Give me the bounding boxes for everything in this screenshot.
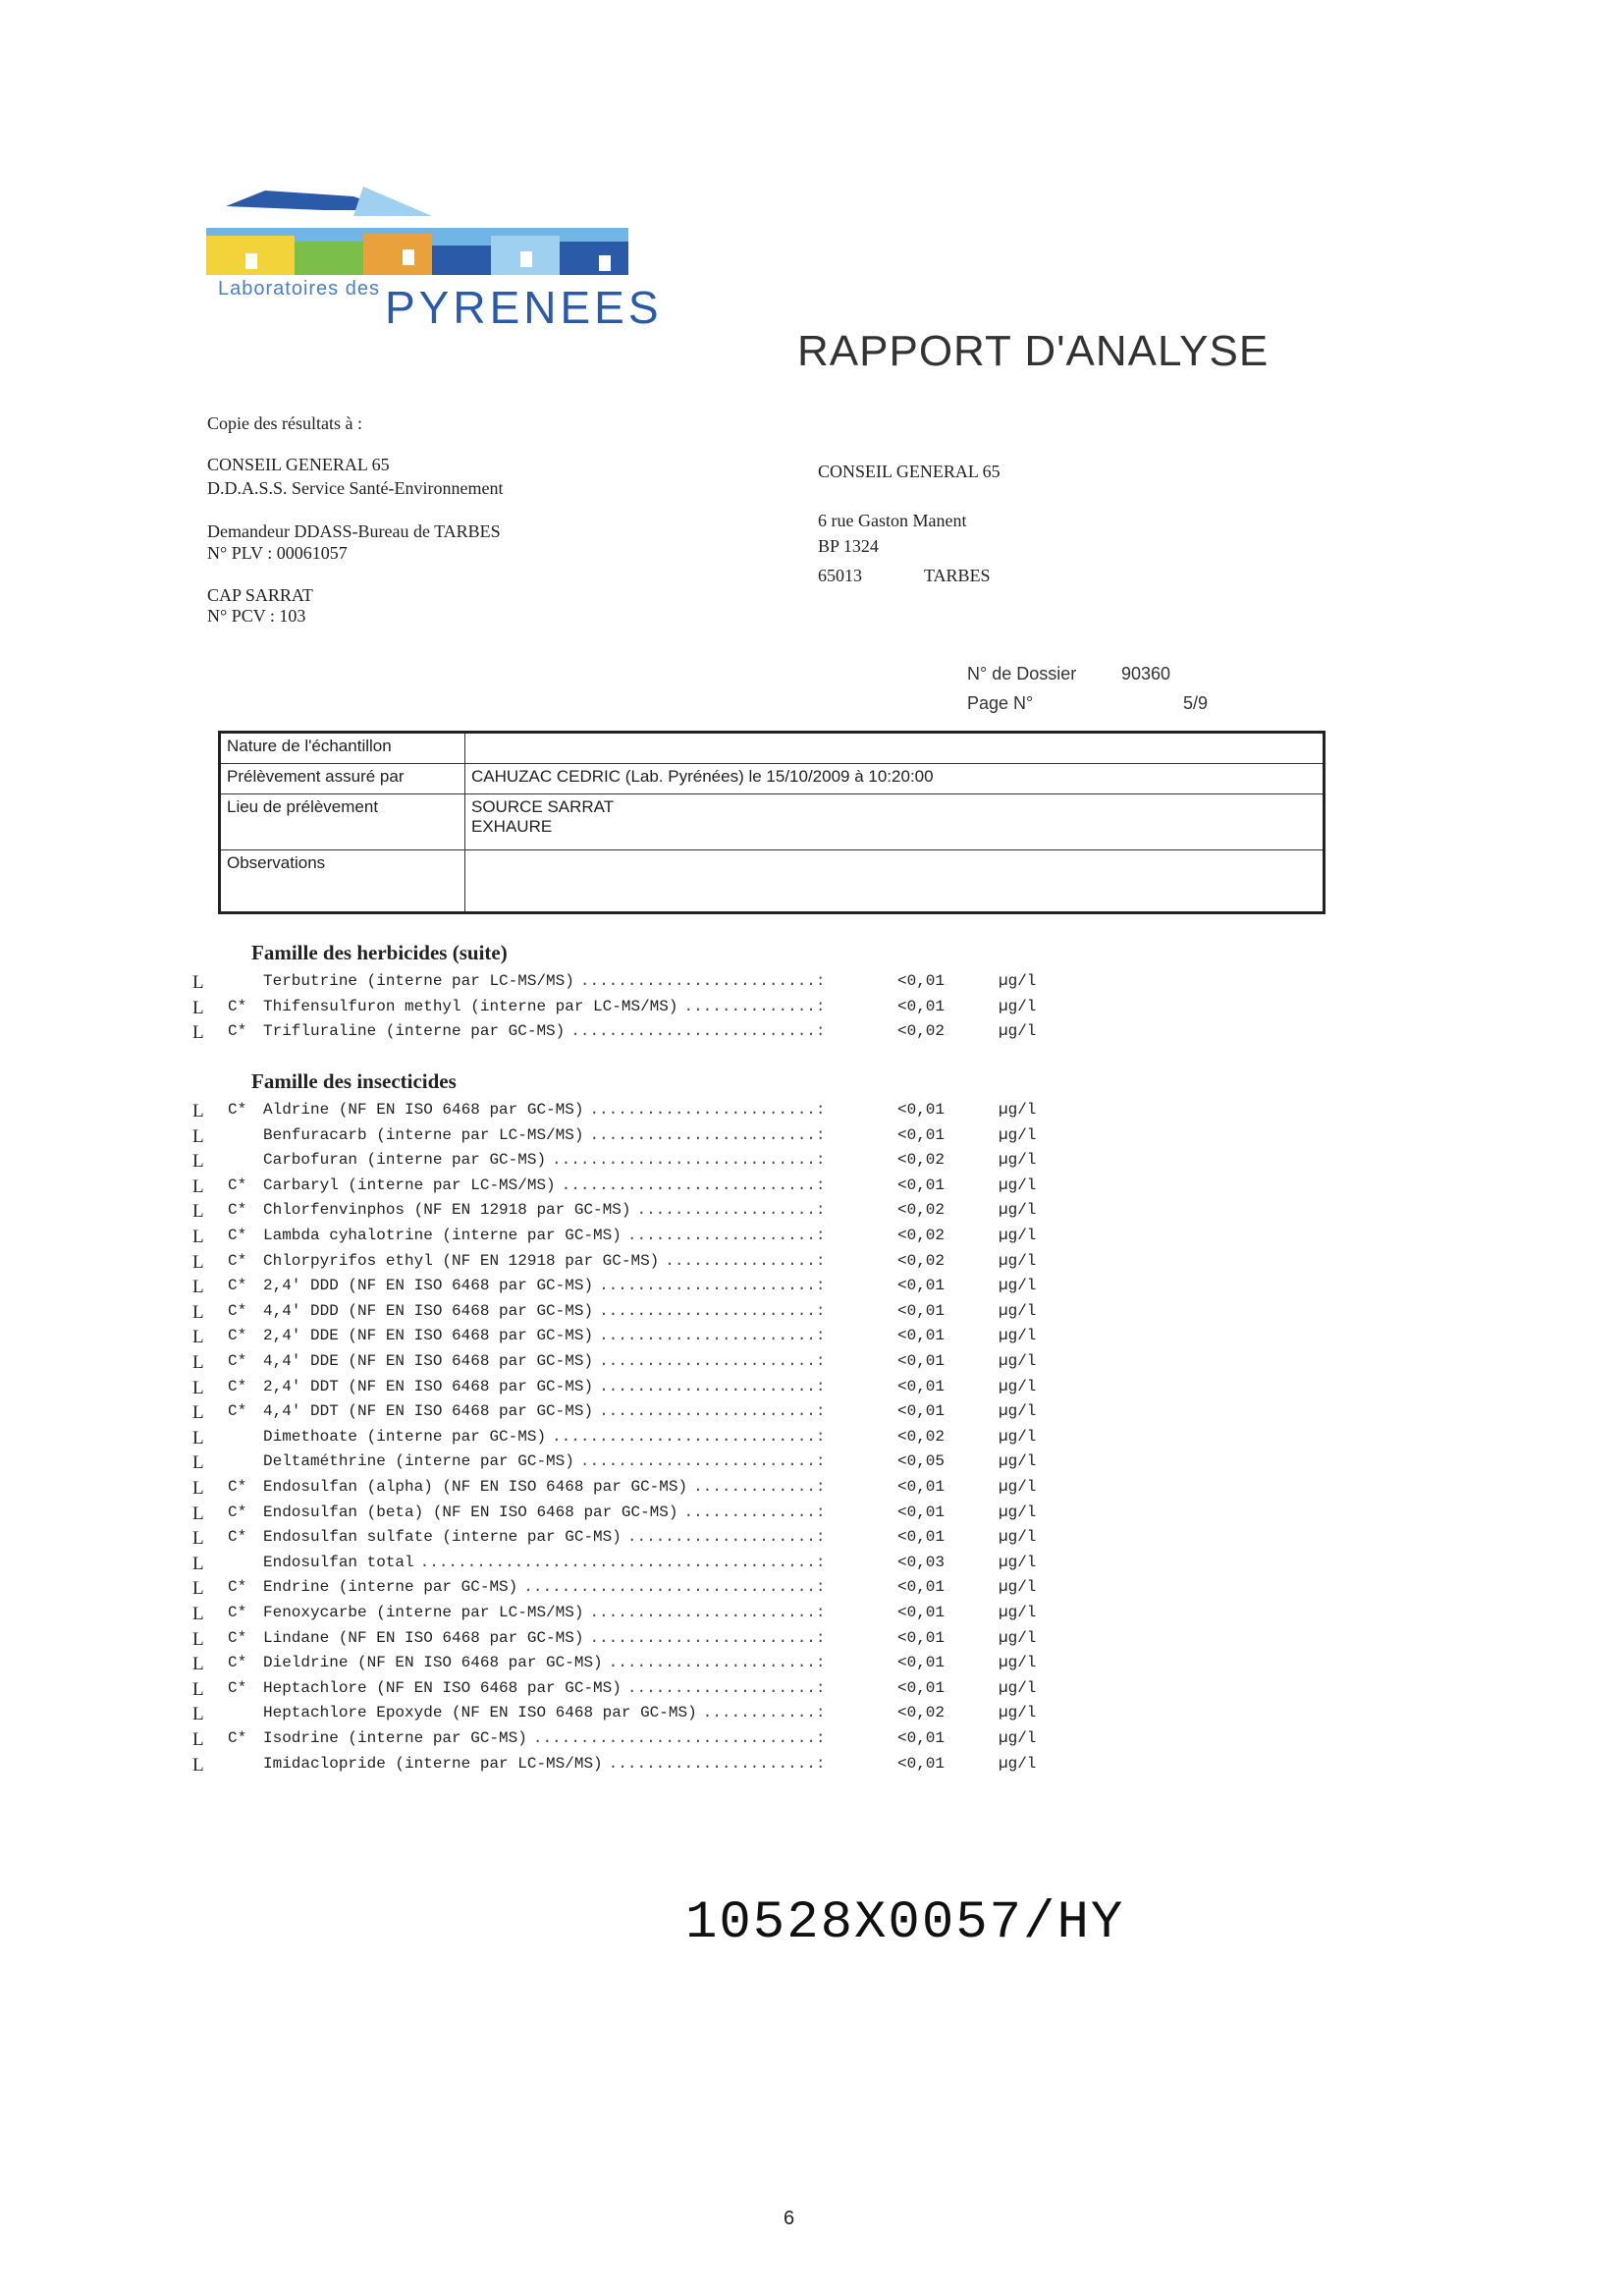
result-unit: µg/l xyxy=(999,1277,1037,1294)
result-unit: µg/l xyxy=(999,1151,1037,1169)
cofrac-mark: C* xyxy=(228,1302,247,1320)
result-unit: µg/l xyxy=(999,1378,1037,1395)
logo-small-text: Laboratoires des xyxy=(218,278,380,300)
table-row xyxy=(220,764,1325,794)
result-row xyxy=(0,1201,1623,1227)
cofrac-mark: C* xyxy=(228,1578,247,1596)
sampling-location-value xyxy=(465,794,1325,850)
parameter-name: Endosulfan total xyxy=(263,1554,414,1571)
cofrac-mark: C* xyxy=(228,1402,247,1420)
recipient-zip: 65013 xyxy=(818,566,862,585)
parameter-name: Lindane (NF EN ISO 6468 par GC-MS) xyxy=(263,1629,584,1647)
accreditation-mark: L xyxy=(192,1578,204,1599)
result-value: <0,05 xyxy=(897,1452,946,1470)
result-unit: µg/l xyxy=(999,1729,1037,1747)
observations-value xyxy=(465,850,1325,913)
section-title: Famille des herbicides (suite) xyxy=(251,941,508,964)
result-unit: µg/l xyxy=(999,972,1037,990)
cofrac-mark: C* xyxy=(228,1629,247,1647)
result-row xyxy=(0,1126,1623,1152)
parameter-name: Chlorpyrifos ethyl (NF EN 12918 par GC-MS) xyxy=(263,1252,660,1270)
leader-dots: ........................: xyxy=(589,1101,826,1119)
accreditation-mark: L xyxy=(192,1452,204,1473)
logo-wing-shape xyxy=(353,187,432,216)
parameter-name: Carbaryl (interne par LC-MS/MS) xyxy=(263,1176,556,1194)
accreditation-mark: L xyxy=(192,1654,204,1674)
result-row xyxy=(0,1022,1623,1048)
accreditation-mark: L xyxy=(192,972,204,993)
sample-nature-label: Nature de l'échantillon xyxy=(220,733,465,764)
result-unit: µg/l xyxy=(999,1528,1037,1546)
parameter-name: Isodrine (interne par GC-MS) xyxy=(263,1729,527,1747)
recipient-street: 6 rue Gaston Manent xyxy=(818,511,967,530)
leader-dots: ................: xyxy=(665,1252,826,1270)
recipient-po-box: BP 1324 xyxy=(818,536,879,556)
copies-recipient-1: CONSEIL GENERAL 65 xyxy=(207,455,390,474)
result-value: <0,03 xyxy=(897,1554,946,1571)
cofrac-mark: C* xyxy=(228,1227,247,1244)
result-unit: µg/l xyxy=(999,1679,1037,1697)
accreditation-mark: L xyxy=(192,1126,204,1147)
leader-dots: .........................: xyxy=(579,1452,826,1470)
result-value: <0,01 xyxy=(897,1729,946,1747)
accreditation-mark: L xyxy=(192,1554,204,1574)
result-value: <0,01 xyxy=(897,998,946,1015)
result-unit: µg/l xyxy=(999,1629,1037,1647)
cofrac-mark: C* xyxy=(228,998,247,1015)
cofrac-mark: C* xyxy=(228,1503,247,1521)
parameter-name: Endosulfan (alpha) (NF EN ISO 6468 par GC-MS) xyxy=(263,1478,688,1496)
result-row xyxy=(0,1378,1623,1403)
result-row xyxy=(0,1679,1623,1705)
result-unit: µg/l xyxy=(999,1176,1037,1194)
result-row xyxy=(0,1327,1623,1352)
result-value: <0,01 xyxy=(897,1126,946,1144)
result-unit: µg/l xyxy=(999,1252,1037,1270)
result-unit: µg/l xyxy=(999,1503,1037,1521)
result-unit: µg/l xyxy=(999,1126,1037,1144)
parameter-name: Heptachlore Epoxyde (NF EN ISO 6468 par GC-MS) xyxy=(263,1704,697,1722)
sample-nature-value xyxy=(465,733,1325,764)
result-value: <0,01 xyxy=(897,1503,946,1521)
accreditation-mark: L xyxy=(192,1704,204,1724)
result-value: <0,01 xyxy=(897,1352,946,1370)
result-value: <0,02 xyxy=(897,1022,946,1040)
parameter-name: Trifluraline (interne par GC-MS) xyxy=(263,1022,566,1040)
cofrac-mark: C* xyxy=(228,1176,247,1194)
accreditation-mark: L xyxy=(192,1327,204,1347)
accreditation-mark: L xyxy=(192,1528,204,1549)
result-value: <0,01 xyxy=(897,972,946,990)
result-row xyxy=(0,1554,1623,1579)
leader-dots: .......................: xyxy=(599,1302,826,1320)
accreditation-mark: L xyxy=(192,1378,204,1398)
accreditation-mark: L xyxy=(192,1428,204,1449)
accreditation-mark: L xyxy=(192,1302,204,1323)
result-unit: µg/l xyxy=(999,1755,1037,1773)
accreditation-mark: L xyxy=(192,1604,204,1624)
result-unit: µg/l xyxy=(999,1654,1037,1671)
result-unit: µg/l xyxy=(999,1478,1037,1496)
recipient-name: CONSEIL GENERAL 65 xyxy=(818,462,1001,481)
result-value: <0,01 xyxy=(897,1654,946,1671)
result-unit: µg/l xyxy=(999,1101,1037,1119)
result-unit: µg/l xyxy=(999,1452,1037,1470)
result-unit: µg/l xyxy=(999,1352,1037,1370)
result-unit: µg/l xyxy=(999,1402,1037,1420)
result-row xyxy=(0,1302,1623,1328)
accreditation-mark: L xyxy=(192,1151,204,1172)
result-value: <0,01 xyxy=(897,1176,946,1194)
result-value: <0,01 xyxy=(897,1604,946,1621)
sampling-location-line1: SOURCE SARRAT xyxy=(471,797,615,816)
leader-dots: .............: xyxy=(693,1478,826,1496)
result-unit: µg/l xyxy=(999,1428,1037,1446)
leader-dots: .......................: xyxy=(599,1402,826,1420)
result-row xyxy=(0,1277,1623,1302)
result-unit: µg/l xyxy=(999,1327,1037,1344)
result-value: <0,02 xyxy=(897,1252,946,1270)
leader-dots: ..............: xyxy=(683,1503,826,1521)
leader-dots: ............................: xyxy=(552,1428,826,1446)
accreditation-mark: L xyxy=(192,1227,204,1247)
page-value: 5/9 xyxy=(1183,693,1209,713)
cofrac-mark: C* xyxy=(228,1201,247,1219)
parameter-name: Imidaclopride (interne par LC-MS/MS) xyxy=(263,1755,603,1773)
leader-dots: .......................: xyxy=(599,1378,826,1395)
leader-dots: ..............: xyxy=(683,998,826,1015)
leader-dots: .......................: xyxy=(599,1327,826,1344)
leader-dots: ........................: xyxy=(589,1126,826,1144)
result-unit: µg/l xyxy=(999,1302,1037,1320)
result-row xyxy=(0,1704,1623,1729)
page-number: 6 xyxy=(784,2208,795,2229)
site-name: CAP SARRAT xyxy=(207,585,313,605)
parameter-name: Endosulfan sulfate (interne par GC-MS) xyxy=(263,1528,622,1546)
recipient-city: TARBES xyxy=(924,566,991,585)
leader-dots: ........................: xyxy=(589,1629,826,1647)
parameter-name: 2,4' DDE (NF EN ISO 6468 par GC-MS) xyxy=(263,1327,594,1344)
leader-dots: .......................: xyxy=(599,1277,826,1294)
result-value: <0,01 xyxy=(897,1528,946,1546)
result-value: <0,01 xyxy=(897,1578,946,1596)
parameter-name: Carbofuran (interne par GC-MS) xyxy=(263,1151,547,1169)
table-row xyxy=(220,850,1325,913)
accreditation-mark: L xyxy=(192,1252,204,1273)
result-row xyxy=(0,1227,1623,1252)
parameter-name: 4,4' DDD (NF EN ISO 6468 par GC-MS) xyxy=(263,1302,594,1320)
parameter-name: Deltaméthrine (interne par GC-MS) xyxy=(263,1452,574,1470)
accreditation-mark: L xyxy=(192,1277,204,1297)
result-value: <0,01 xyxy=(897,1679,946,1697)
leader-dots: ....................: xyxy=(626,1528,826,1546)
leader-dots: ....................: xyxy=(626,1227,826,1244)
result-unit: µg/l xyxy=(999,1704,1037,1722)
sampler-label: Prélèvement assuré par xyxy=(220,764,465,794)
result-row xyxy=(0,1604,1623,1629)
result-value: <0,02 xyxy=(897,1227,946,1244)
accreditation-mark: L xyxy=(192,1022,204,1043)
cofrac-mark: C* xyxy=(228,1729,247,1747)
result-row xyxy=(0,1755,1623,1780)
result-row xyxy=(0,1528,1623,1554)
leader-dots: .........................: xyxy=(579,972,826,990)
pcv-number: N° PCV : 103 xyxy=(207,606,306,626)
leader-dots: ......................: xyxy=(608,1755,826,1773)
leader-dots: ......................: xyxy=(608,1654,826,1671)
result-row xyxy=(0,1151,1623,1176)
leader-dots: ........................: xyxy=(589,1604,826,1621)
cofrac-mark: C* xyxy=(228,1478,247,1496)
parameter-name: Endrine (interne par GC-MS) xyxy=(263,1578,518,1596)
result-unit: µg/l xyxy=(999,998,1037,1015)
parameter-name: Endosulfan (beta) (NF EN ISO 6468 par GC-MS) xyxy=(263,1503,678,1521)
demandeur: Demandeur DDASS-Bureau de TARBES xyxy=(207,521,501,541)
result-value: <0,01 xyxy=(897,1402,946,1420)
parameter-name: Dimethoate (interne par GC-MS) xyxy=(263,1428,547,1446)
cofrac-mark: C* xyxy=(228,1654,247,1671)
parameter-name: Aldrine (NF EN ISO 6468 par GC-MS) xyxy=(263,1101,584,1119)
leader-dots: ..............................: xyxy=(532,1729,826,1747)
cofrac-mark: C* xyxy=(228,1378,247,1395)
parameter-name: Dieldrine (NF EN ISO 6468 par GC-MS) xyxy=(263,1654,603,1671)
parameter-name: Thifensulfuron methyl (interne par LC-MS/MS) xyxy=(263,998,678,1015)
copies-recipient-2: D.D.A.S.S. Service Santé-Environnement xyxy=(207,478,504,498)
sampling-location-line2: EXHAURE xyxy=(471,817,553,836)
accreditation-mark: L xyxy=(192,998,204,1018)
result-row xyxy=(0,998,1623,1023)
accreditation-mark: L xyxy=(192,1729,204,1750)
result-row xyxy=(0,1176,1623,1202)
result-unit: µg/l xyxy=(999,1227,1037,1244)
table-row xyxy=(220,794,1325,850)
cofrac-mark: C* xyxy=(228,1022,247,1040)
parameter-name: Fenoxycarbe (interne par LC-MS/MS) xyxy=(263,1604,584,1621)
result-row xyxy=(0,972,1623,998)
parameter-name: 4,4' DDE (NF EN ISO 6468 par GC-MS) xyxy=(263,1352,594,1370)
cofrac-mark: C* xyxy=(228,1252,247,1270)
result-row xyxy=(0,1101,1623,1126)
result-value: <0,01 xyxy=(897,1302,946,1320)
result-row xyxy=(0,1503,1623,1529)
result-row xyxy=(0,1478,1623,1503)
dossier-number: 90360 xyxy=(1121,664,1171,683)
accreditation-mark: L xyxy=(192,1679,204,1700)
leader-dots: ...........................: xyxy=(561,1176,826,1194)
parameter-name: Heptachlore (NF EN ISO 6468 par GC-MS) xyxy=(263,1679,622,1697)
leader-dots: ............: xyxy=(702,1704,826,1722)
document-code: 10528X0057/HY xyxy=(685,1893,1125,1953)
result-unit: µg/l xyxy=(999,1578,1037,1596)
accreditation-mark: L xyxy=(192,1352,204,1373)
result-value: <0,02 xyxy=(897,1151,946,1169)
result-value: <0,01 xyxy=(897,1101,946,1119)
sampling-location-label: Lieu de prélèvement xyxy=(220,794,465,850)
parameter-name: Lambda cyhalotrine (interne par GC-MS) xyxy=(263,1227,622,1244)
sample-info-table xyxy=(218,731,1325,914)
sampler-value: CAHUZAC CEDRIC (Lab. Pyrénées) le 15/10/2009 à 10:20:00 xyxy=(465,764,1325,794)
result-value: <0,01 xyxy=(897,1378,946,1395)
parameter-name: 2,4' DDD (NF EN ISO 6468 par GC-MS) xyxy=(263,1277,594,1294)
result-unit: µg/l xyxy=(999,1201,1037,1219)
logo-brand-text: PYRENEES xyxy=(385,282,663,333)
dossier-label: N° de Dossier xyxy=(967,664,1077,683)
cofrac-mark: C* xyxy=(228,1327,247,1344)
table-row xyxy=(220,733,1325,764)
cofrac-mark: C* xyxy=(228,1528,247,1546)
result-row xyxy=(0,1654,1623,1679)
observations-label: Observations xyxy=(220,850,465,913)
cofrac-mark: C* xyxy=(228,1277,247,1294)
result-value: <0,02 xyxy=(897,1704,946,1722)
result-unit: µg/l xyxy=(999,1022,1037,1040)
result-row xyxy=(0,1352,1623,1378)
leader-dots: ..........................................: xyxy=(419,1554,826,1571)
plv-number: N° PLV : 00061057 xyxy=(207,543,348,563)
leader-dots: ....................: xyxy=(626,1679,826,1697)
accreditation-mark: L xyxy=(192,1629,204,1650)
cofrac-mark: C* xyxy=(228,1101,247,1119)
result-value: <0,01 xyxy=(897,1277,946,1294)
result-value: <0,02 xyxy=(897,1428,946,1446)
result-value: <0,01 xyxy=(897,1478,946,1496)
result-value: <0,01 xyxy=(897,1755,946,1773)
result-row xyxy=(0,1629,1623,1655)
result-row xyxy=(0,1252,1623,1278)
accreditation-mark: L xyxy=(192,1176,204,1197)
accreditation-mark: L xyxy=(192,1478,204,1499)
accreditation-mark: L xyxy=(192,1402,204,1423)
section-title: Famille des insecticides xyxy=(251,1069,457,1093)
result-value: <0,02 xyxy=(897,1201,946,1219)
result-row xyxy=(0,1578,1623,1604)
result-row xyxy=(0,1729,1623,1755)
parameter-name: 2,4' DDT (NF EN ISO 6468 par GC-MS) xyxy=(263,1378,594,1395)
result-row xyxy=(0,1428,1623,1453)
leader-dots: ..........................: xyxy=(570,1022,826,1040)
result-row xyxy=(0,1452,1623,1478)
parameter-name: Chlorfenvinphos (NF EN 12918 par GC-MS) xyxy=(263,1201,631,1219)
leader-dots: .......................: xyxy=(599,1352,826,1370)
leader-dots: ...................: xyxy=(636,1201,826,1219)
result-unit: µg/l xyxy=(999,1554,1037,1571)
parameter-name: Terbutrine (interne par LC-MS/MS) xyxy=(263,972,574,990)
leader-dots: ...............................: xyxy=(523,1578,826,1596)
accreditation-mark: L xyxy=(192,1101,204,1121)
accreditation-mark: L xyxy=(192,1503,204,1524)
cofrac-mark: C* xyxy=(228,1604,247,1621)
report-title: RAPPORT D'ANALYSE xyxy=(797,327,1270,375)
accreditation-mark: L xyxy=(192,1201,204,1222)
parameter-name: Benfuracarb (interne par LC-MS/MS) xyxy=(263,1126,584,1144)
cofrac-mark: C* xyxy=(228,1679,247,1697)
leader-dots: ............................: xyxy=(552,1151,826,1169)
result-value: <0,01 xyxy=(897,1327,946,1344)
copies-label: Copie des résultats à : xyxy=(207,413,362,433)
result-unit: µg/l xyxy=(999,1604,1037,1621)
cofrac-mark: C* xyxy=(228,1352,247,1370)
result-row xyxy=(0,1402,1623,1428)
accreditation-mark: L xyxy=(192,1755,204,1776)
page-label: Page N° xyxy=(967,693,1034,713)
parameter-name: 4,4' DDT (NF EN ISO 6468 par GC-MS) xyxy=(263,1402,594,1420)
result-value: <0,01 xyxy=(897,1629,946,1647)
